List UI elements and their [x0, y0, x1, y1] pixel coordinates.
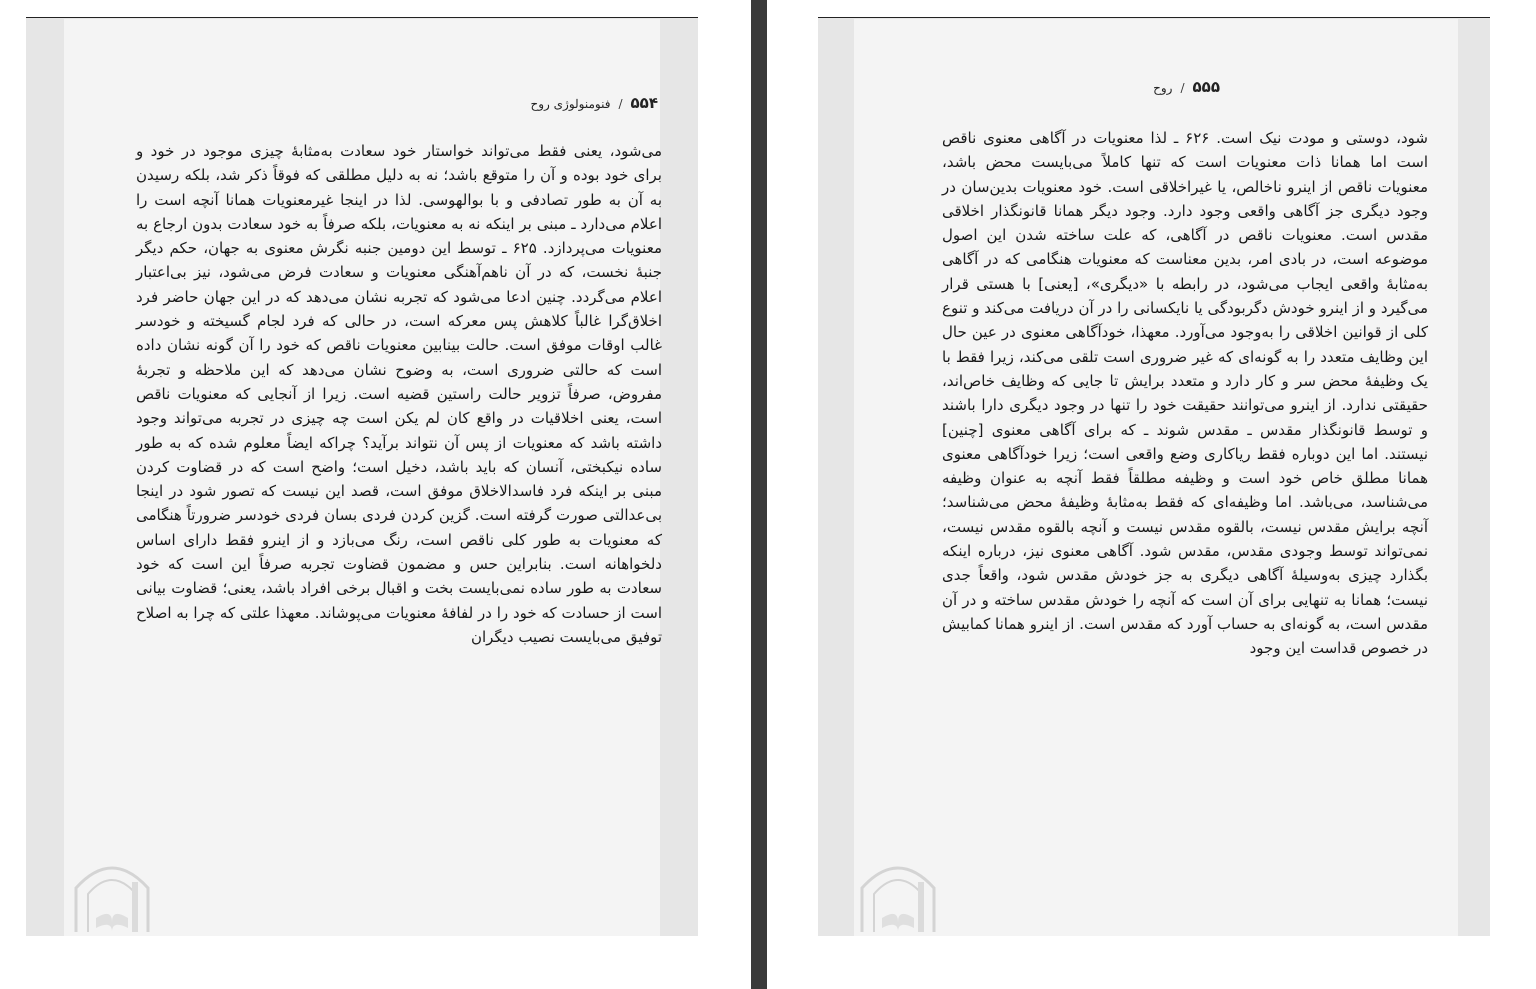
right-page-number: ۵۵۵ — [1192, 78, 1220, 96]
left-running-title: فنومنولوژی روح — [530, 97, 611, 111]
left-head-separator: / — [618, 97, 623, 111]
right-page — [818, 17, 1490, 936]
right-running-title: روح — [1153, 81, 1173, 95]
spread-divider — [751, 0, 767, 989]
right-running-head — [1153, 78, 1220, 96]
left-page — [26, 17, 698, 936]
right-head-separator: / — [1180, 81, 1185, 95]
left-body-paragraph: می‌شود، یعنی فقط می‌تواند خواستار خود سعادت به‌مثابهٔ چیزی موجود در خود و برای خود بوده و آن را متوقع باشد؛ نه به دلیل مطلقی که فوقاً ذکر شد، بلکه رسیدن به آن به طور تصادفی و با بوالهوسی. لذا در اینجا غیرمعنویات همانا آنچه است را اعلام می‌دارد ـ مبنی بر اینکه نه به معنویات، بلکه صرفاً به خود سعادت بدون ارجاع به معنویات می‌پردازد. ۶۲۵ ـ توسط این دومین جنبه نگرش معنوی به جهان، حکم دیگر جنبهٔ نخست، که در آن ناهم‌آهنگی معنویات و سعادت فرض می‌شود، نیز بی‌اعتبار اعلام می‌گردد. چنین ادعا می‌شود که تجربه نشان می‌دهد که در این جهان حاضر فرد اخلاق‌گرا غالباً کلاهش پس معرکه است، در حالی که فرد لجام گسیخته و خودسر غالب اوقات موفق است. حالت بینابین معنویات ناقص که خود را آن گونه نشان داده است که حالتی ضروری است، به وضوح نشان می‌دهد که این ملاحظه و تجربهٔ مفروض، صرفاً تزویر حالت راستین قضیه است. زیرا از آنجایی که معنویات ناقص است، یعنی اخلاقیات در واقع کان لم یکن است چه چیزی در تجربه می‌تواند وجود داشته باشد که معنویات از پس آن نتواند برآید؟ چراکه ایضاً معلوم شده که به طور ساده نیکبختی، آنسان که باید باشد، دخیل است؛ واضح است که در قضاوت کردن مبنی بر اینکه فرد فاسدالاخلاق موفق است، قصد این نیست که تصور شود در اینجا بی‌عدالتی صورت گرفته است. گزین کردن فردی بسان فردی خودسر ضرورتاً هنگامی که معنویات به طور کلی ناقص است، رنگ می‌بازد و از اینرو فقط دارای اساس دلخواهانه است. بنابراین حس و مضمون قضاوت تجربه صرفاً این است که خود سعادت به طور ساده نمی‌بایست بخت و اقبال برخی افراد باشد، یعنی؛ قضاوت بیانی است از حسادت که خود را در لفافهٔ معنویات می‌پوشاند. معهذا علتی که چرا به اصلاح توفیق می‌بایست نصیب دیگران — [136, 142, 662, 646]
left-running-head — [530, 94, 658, 112]
left-page-number: ۵۵۴ — [630, 94, 658, 112]
mosque-book-emblem-icon — [852, 848, 944, 932]
right-body-paragraph: شود، دوستی و مودت نیک است. ۶۲۶ ـ لذا معنویات در آگاهی معنوی ناقص است اما همانا ذات معنویات است که تنها کاملاً می‌بایست محض باشد، معنویات ناقص از اینرو ناخالص، یا غیراخلاقی است. خود معنویات بدین‌سان در وجود دیگری جز آگاهی واقعی وجود دارد. وجود دیگر همانا قانونگذار اخلاقی مقدس است. معنویات ناقص در آگاهی، که علت ساخته شدن این اصول موضوعه است، در بادی امر، بدین معناست که معنویات هنگامی که در آگاهی به‌مثابهٔ واقعی ایجاب می‌شود، در رابطه با «دیگری»، [یعنی] با هستی قرار می‌گیرد و از اینرو خودش دگربودگی یا نایکسانی را در آن دریافت می‌کند و تنوع کلی از قوانین اخلاقی را به‌وجود می‌آورد. معهذا، خودآگاهی معنوی در عین حال این وظایف متعدد را به گونه‌ای که غیر ضروری است تلقی می‌کند، زیرا فقط با یک وظیفهٔ محض سر و کار دارد و متعدد برایش تا جایی که وظایف خاص‌اند، حقیقتی ندارد. از اینرو می‌توانند حقیقت خود را تنها در وجود دیگری دارا باشند و توسط قانونگذار مقدس ـ مقدس شوند ـ که برای آگاهی معنوی [چنین] نیستند. اما این دوباره فقط ریاکاری وضع واقعی است؛ زیرا خودآگاهی معنوی همانا مطلق خاص خود است و وظیفه مطلقاً فقط آنچه به عنوان وظیفه می‌شناسد، می‌باشد. اما وظیفه‌ای که فقط به‌مثابهٔ وظیفهٔ محض می‌شناسد؛ آنچه برایش مقدس نیست، بالقوه مقدس نیست و آنچه بالقوه مقدس نیست، نمی‌تواند توسط وجودی مقدس، مقدس شود. آگاهی معنوی نیز، درباره اینکه بگذارد چیزی به‌وسیلهٔ آگاهی دیگری به جز خودش مقدس شود، واقعاً جدی نیست؛ همانا به تنهایی برای آن است که آنچه را خودش مقدس ساخته و در آن مقدس است، به گونه‌ای به حساب آورد که مقدس است. از اینرو همانا کمابیش در خصوص قداست این وجود — [942, 129, 1428, 658]
right-page-body — [942, 126, 1428, 661]
mosque-book-emblem-icon — [66, 848, 158, 932]
left-page-body — [136, 139, 662, 649]
